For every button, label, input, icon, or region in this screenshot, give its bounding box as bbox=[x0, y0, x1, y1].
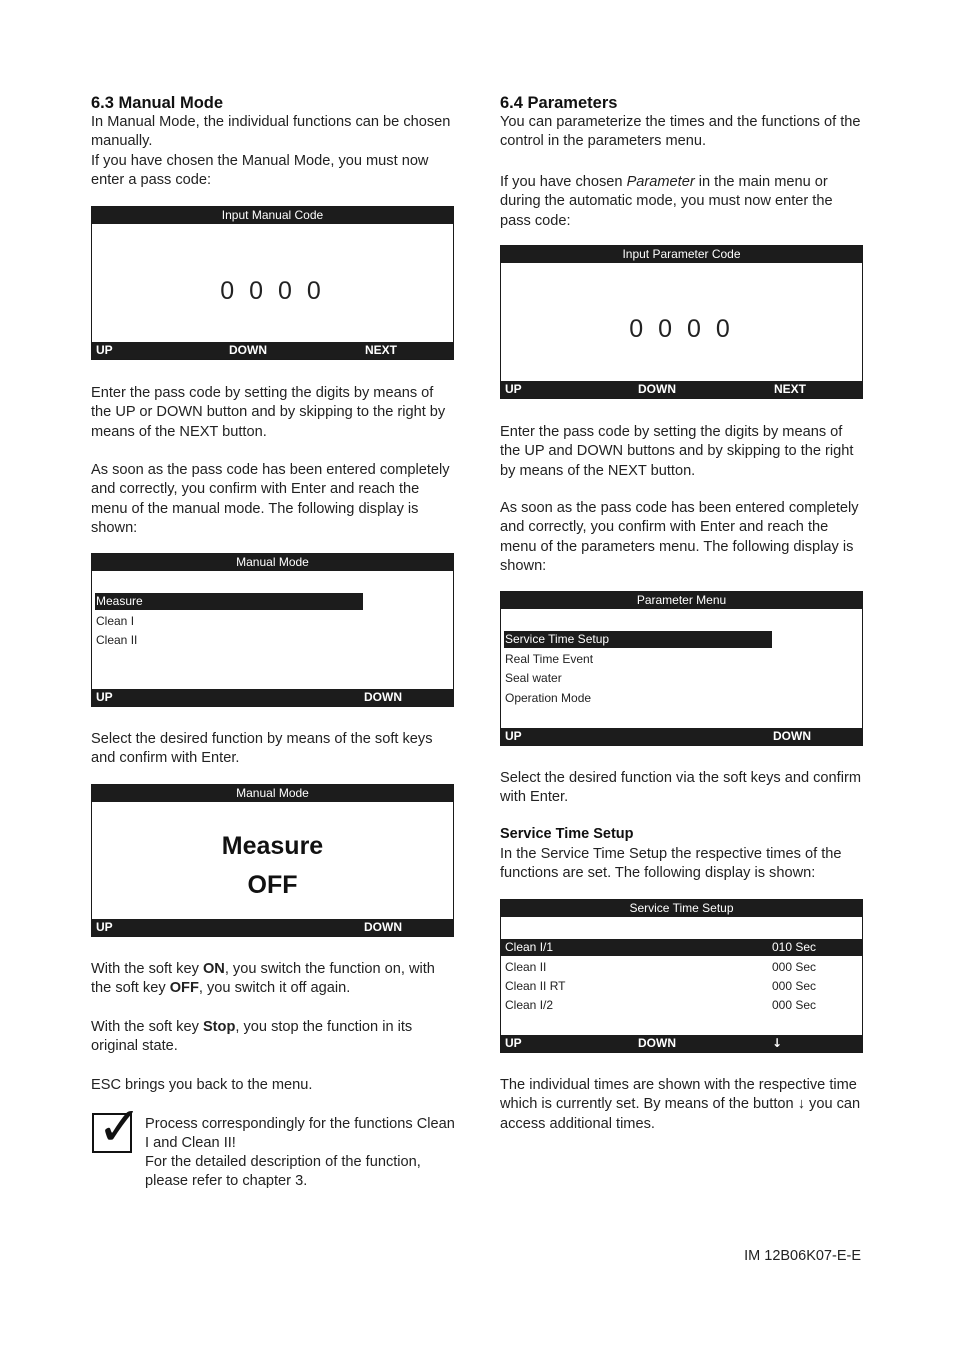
time-row-value: 000 Sec bbox=[772, 960, 817, 974]
parameter-menu-screen bbox=[500, 591, 863, 746]
intro-text: You can parameterize the times and the functions of the control in the parameters menu. bbox=[500, 114, 861, 150]
text: , you switch it off again. bbox=[198, 980, 351, 997]
function-name: Measure bbox=[221, 832, 324, 860]
time-row-name: Clean I/2 bbox=[505, 998, 554, 1012]
soft-key-up[interactable]: UP bbox=[505, 1036, 522, 1050]
soft-key-up[interactable]: UP bbox=[505, 382, 522, 396]
soft-key-next[interactable]: NEXT bbox=[774, 382, 807, 396]
text: , you stop the function in its original state. bbox=[91, 1019, 413, 1055]
document-code: IM 12B06K07-E-E bbox=[744, 1248, 861, 1264]
key-on-label: ON bbox=[202, 961, 225, 977]
menu-item-clean-1[interactable]: Clean I bbox=[96, 614, 135, 628]
time-row[interactable] bbox=[501, 978, 862, 995]
paragraph: The individual times are shown with the respective time which is currently set. By means of the button ↓ you can access additional times. bbox=[500, 1077, 861, 1132]
emphasis: Parameter bbox=[626, 174, 695, 190]
soft-key-up[interactable]: UP bbox=[96, 690, 113, 704]
text: in the main menu or during the automatic mode, you must now enter the pass code: bbox=[500, 174, 833, 229]
text: With the soft key bbox=[91, 961, 203, 977]
manual-code-screen bbox=[91, 206, 454, 360]
paragraph: Select the desired function via the soft keys and confirm with Enter. bbox=[500, 770, 861, 806]
pass-code-digits: 0 0 0 0 bbox=[220, 277, 325, 305]
section-parameters bbox=[500, 93, 864, 152]
soft-key-bar bbox=[92, 342, 453, 359]
soft-key-bar bbox=[92, 919, 453, 936]
time-row[interactable] bbox=[501, 939, 862, 956]
soft-key-bar bbox=[501, 728, 862, 745]
intro-text: In Manual Mode, the individual functions can be chosen manually. bbox=[91, 114, 451, 150]
soft-key-down[interactable]: DOWN bbox=[773, 729, 811, 743]
function-state: OFF bbox=[247, 871, 298, 899]
time-row[interactable] bbox=[501, 997, 862, 1014]
paragraph: As soon as the pass code has been entered completely and correctly, you confirm with Enter and reach the menu of the manual mode. The following display is shown: bbox=[91, 462, 450, 537]
screen-title: Input Parameter Code bbox=[501, 246, 862, 263]
soft-key-next[interactable]: NEXT bbox=[365, 343, 398, 357]
text: With the soft key bbox=[91, 1019, 203, 1035]
menu-item-service-time-setup[interactable]: Service Time Setup bbox=[504, 631, 772, 648]
paragraph-stop bbox=[91, 1018, 455, 1057]
paragraph: Select the desired function by means of the soft keys and confirm with Enter. bbox=[91, 731, 433, 767]
time-row[interactable] bbox=[501, 959, 862, 976]
pass-code-digits: 0 0 0 0 bbox=[629, 315, 734, 343]
measure-status-screen bbox=[91, 784, 454, 937]
screen-title: Manual Mode bbox=[92, 554, 453, 571]
manual-mode-menu-screen bbox=[91, 553, 454, 707]
screen-title: Service Time Setup bbox=[501, 900, 862, 917]
screen-title: Manual Mode bbox=[92, 785, 453, 802]
note-text: For the detailed description of the function, please refer to chapter 3. bbox=[145, 1154, 421, 1190]
note-text: Process correspondingly for the functions Clean I and Clean II! bbox=[145, 1116, 455, 1152]
soft-key-up[interactable]: UP bbox=[96, 343, 113, 357]
paragraph: ESC brings you back to the menu. bbox=[91, 1077, 313, 1093]
soft-key-up[interactable]: UP bbox=[96, 920, 113, 934]
text: , you switch the function on, with the soft key bbox=[91, 961, 435, 997]
screen-title: Input Manual Code bbox=[92, 207, 453, 224]
soft-key-down[interactable]: DOWN bbox=[638, 382, 676, 396]
paragraph-on-off bbox=[91, 960, 455, 999]
soft-key-down[interactable]: DOWN bbox=[229, 343, 267, 357]
section-heading: 6.4 Parameters bbox=[500, 94, 618, 112]
time-row-name: Clean II RT bbox=[505, 979, 566, 993]
time-row-name: Clean II bbox=[505, 960, 547, 974]
menu-item-seal-water[interactable]: Seal water bbox=[505, 671, 562, 685]
paragraph: In the Service Time Setup the respective times of the functions are set. The following display is shown: bbox=[500, 846, 842, 882]
section-manual-mode bbox=[91, 93, 455, 191]
time-row-value: 000 Sec bbox=[772, 979, 817, 993]
menu-item-operation-mode[interactable]: Operation Mode bbox=[505, 691, 592, 705]
paragraph: Enter the pass code by setting the digits by means of the UP and DOWN buttons and by skipping to the right by means of the NEXT button. bbox=[500, 424, 854, 479]
menu-item-measure[interactable]: Measure bbox=[95, 593, 363, 610]
arrow-down-icon[interactable]: ↓ bbox=[772, 1036, 783, 1050]
time-row-name: Clean I/1 bbox=[505, 940, 554, 954]
section-heading: 6.3 Manual Mode bbox=[91, 94, 224, 112]
menu-item-real-time-event[interactable]: Real Time Event bbox=[505, 652, 594, 666]
time-row-value: 000 Sec bbox=[772, 998, 817, 1012]
paragraph: Enter the pass code by setting the digits by means of the UP or DOWN button and by skipping to the right by means of the NEXT button. bbox=[91, 385, 446, 440]
intro-text-2 bbox=[500, 173, 864, 231]
paragraph: As soon as the pass code has been entered completely and correctly, you confirm with Enter and reach the menu of the parameters menu. The following display is shown: bbox=[500, 500, 859, 575]
key-stop-label: Stop bbox=[202, 1019, 236, 1035]
soft-key-down[interactable]: DOWN bbox=[638, 1036, 676, 1050]
checkmark-icon: ✓ bbox=[97, 1095, 143, 1158]
subheading: Service Time Setup bbox=[500, 826, 634, 842]
soft-key-down[interactable]: DOWN bbox=[364, 690, 402, 704]
parameter-code-screen bbox=[500, 245, 863, 399]
soft-key-bar bbox=[92, 689, 453, 706]
service-time-setup-screen bbox=[500, 899, 863, 1053]
screen-title: Parameter Menu bbox=[501, 592, 862, 609]
time-row-value: 010 Sec bbox=[772, 940, 817, 954]
text: If you have chosen bbox=[500, 174, 627, 190]
soft-key-down[interactable]: DOWN bbox=[364, 920, 402, 934]
key-off-label: OFF bbox=[169, 980, 199, 997]
soft-key-up[interactable]: UP bbox=[505, 729, 522, 743]
intro-text-2: If you have chosen the Manual Mode, you must now enter a pass code: bbox=[91, 152, 429, 189]
soft-key-bar bbox=[501, 381, 862, 398]
menu-item-clean-2[interactable]: Clean II bbox=[96, 633, 138, 647]
soft-key-bar bbox=[501, 1035, 862, 1052]
